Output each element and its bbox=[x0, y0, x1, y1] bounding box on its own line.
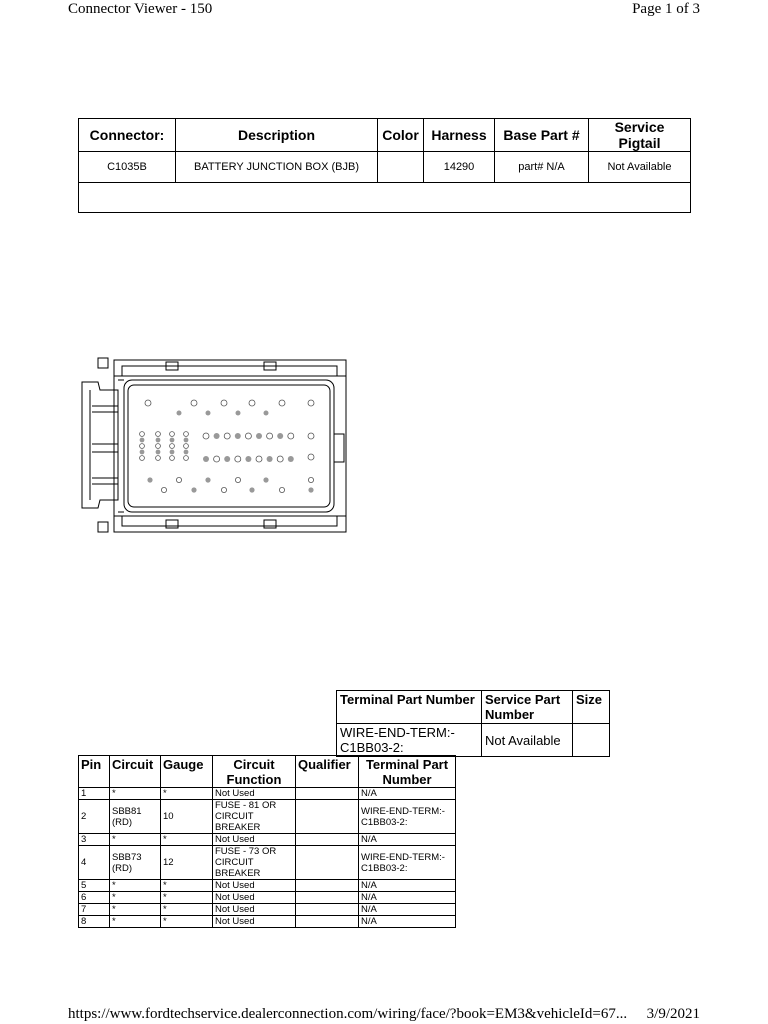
pin-cavity bbox=[235, 433, 241, 439]
col-service-part-number: Service Part Number bbox=[482, 691, 573, 724]
connector-face-diagram bbox=[78, 350, 353, 540]
function-cell: FUSE - 81 OR CIRCUIT BREAKER bbox=[213, 800, 296, 834]
table-row bbox=[79, 788, 456, 800]
col-service-pigtail: Service Pigtail bbox=[589, 119, 691, 152]
page-title: Connector Viewer - 150 bbox=[68, 1, 213, 17]
terminal-cell: N/A bbox=[359, 904, 456, 916]
terminal-cell: N/A bbox=[359, 880, 456, 892]
gauge-cell: 12 bbox=[161, 846, 213, 880]
gauge-cell: * bbox=[161, 904, 213, 916]
col-connector: Connector: bbox=[79, 119, 176, 152]
table-row bbox=[79, 904, 456, 916]
pin-cavity bbox=[214, 433, 220, 439]
pin-cavity bbox=[235, 456, 241, 462]
circuit-cell: SBB73 (RD) bbox=[110, 846, 161, 880]
circuit-cell: * bbox=[110, 904, 161, 916]
pin-cavity bbox=[140, 450, 145, 455]
pin-cavity bbox=[245, 456, 251, 462]
col-description: Description bbox=[176, 119, 378, 152]
pin-cavity bbox=[156, 456, 161, 461]
pin-cavity bbox=[288, 456, 294, 462]
pin-cavity bbox=[170, 444, 175, 449]
circuit-cell: * bbox=[110, 892, 161, 904]
pin-cavity bbox=[224, 456, 230, 462]
pin-cell: 5 bbox=[79, 880, 110, 892]
pin-cavity bbox=[176, 477, 181, 482]
pin-cavity bbox=[140, 432, 145, 437]
table-row bbox=[79, 800, 456, 834]
pin-cell: 7 bbox=[79, 904, 110, 916]
col-qualifier: Qualifier bbox=[296, 756, 359, 788]
connector-table-blank-row bbox=[79, 183, 691, 213]
col-size: Size bbox=[573, 691, 610, 724]
pin-cavity bbox=[249, 487, 254, 492]
pin-cavity bbox=[156, 450, 161, 455]
terminal-size bbox=[573, 724, 610, 757]
connector-id: C1035B bbox=[79, 152, 176, 183]
circuit-cell: * bbox=[110, 916, 161, 928]
pin-cavity bbox=[170, 450, 175, 455]
pin-cavity bbox=[264, 411, 269, 416]
pin-cavity bbox=[170, 456, 175, 461]
pin-cavity bbox=[256, 456, 262, 462]
pin-cavity bbox=[203, 433, 209, 439]
pin-cavity bbox=[177, 411, 182, 416]
qualifier-cell bbox=[296, 846, 359, 880]
service-part-number: Not Available bbox=[482, 724, 573, 757]
gauge-cell: * bbox=[161, 916, 213, 928]
terminal-part-number: WIRE-END-TERM:-C1BB03-2: bbox=[337, 724, 482, 757]
pin-cavity bbox=[277, 433, 283, 439]
page-date: 3/9/2021 bbox=[646, 1006, 700, 1022]
pin-cavity bbox=[206, 411, 211, 416]
pin-cavity bbox=[170, 438, 175, 443]
pin-cavity bbox=[308, 487, 313, 492]
pin-cavity bbox=[140, 444, 145, 449]
pin-cavity bbox=[308, 477, 313, 482]
pin-cavity bbox=[156, 444, 161, 449]
connector-table-row bbox=[79, 152, 691, 183]
pin-cavity bbox=[140, 456, 145, 461]
pin-cavity bbox=[235, 477, 240, 482]
pin-cavity bbox=[161, 487, 166, 492]
qualifier-cell bbox=[296, 788, 359, 800]
terminal-cell: WIRE-END-TERM:-C1BB03-2: bbox=[359, 846, 456, 880]
table-row bbox=[79, 892, 456, 904]
terminal-cell: N/A bbox=[359, 788, 456, 800]
function-cell: Not Used bbox=[213, 892, 296, 904]
pin-cavity bbox=[145, 400, 151, 406]
pin-cavity bbox=[184, 432, 189, 437]
pin-cell: 2 bbox=[79, 800, 110, 834]
pin-cavity bbox=[267, 456, 273, 462]
pin-cavity bbox=[288, 433, 294, 439]
function-cell: Not Used bbox=[213, 880, 296, 892]
pin-cavity bbox=[191, 400, 197, 406]
pin-cell: 4 bbox=[79, 846, 110, 880]
pin-cavity bbox=[308, 433, 314, 439]
pin-cavity bbox=[156, 438, 161, 443]
circuit-cell: * bbox=[110, 880, 161, 892]
pin-cavity bbox=[170, 432, 175, 437]
col-terminal-part-number: Terminal Part Number bbox=[359, 756, 456, 788]
circuit-cell: * bbox=[110, 788, 161, 800]
qualifier-cell bbox=[296, 904, 359, 916]
qualifier-cell bbox=[296, 834, 359, 846]
page-number: Page 1 of 3 bbox=[632, 1, 700, 17]
pin-cavity bbox=[140, 438, 145, 443]
qualifier-cell bbox=[296, 916, 359, 928]
pin-cavity bbox=[184, 438, 189, 443]
pin-cell: 6 bbox=[79, 892, 110, 904]
gauge-cell: * bbox=[161, 788, 213, 800]
pin-cell: 8 bbox=[79, 916, 110, 928]
connector-color bbox=[378, 152, 424, 183]
pin-cavity bbox=[221, 487, 226, 492]
pin-cavity bbox=[203, 456, 209, 462]
terminal-cell: N/A bbox=[359, 834, 456, 846]
function-cell: Not Used bbox=[213, 904, 296, 916]
terminal-cell: N/A bbox=[359, 916, 456, 928]
gauge-cell: 10 bbox=[161, 800, 213, 834]
pin-dots bbox=[140, 400, 314, 493]
connector-harness: 14290 bbox=[424, 152, 495, 183]
gauge-cell: * bbox=[161, 834, 213, 846]
pin-cavity bbox=[205, 477, 210, 482]
gauge-cell: * bbox=[161, 880, 213, 892]
pin-cavity bbox=[156, 432, 161, 437]
pin-cavity bbox=[256, 433, 262, 439]
col-base-part: Base Part # bbox=[495, 119, 589, 152]
blank-cell bbox=[79, 183, 691, 213]
table-row bbox=[79, 916, 456, 928]
gauge-cell: * bbox=[161, 892, 213, 904]
connector-table bbox=[78, 118, 691, 213]
col-pin: Pin bbox=[79, 756, 110, 788]
pin-cavity bbox=[267, 433, 273, 439]
pin-cavity bbox=[221, 400, 227, 406]
pin-cavity bbox=[214, 456, 220, 462]
pin-cavity bbox=[245, 433, 251, 439]
pin-table-header bbox=[79, 756, 456, 788]
terminal-cell: N/A bbox=[359, 892, 456, 904]
page-url: https://www.fordtechservice.dealerconnection.com/wiring/face/?book=EM3&vehicleId=67... bbox=[68, 1006, 628, 1022]
pin-cavity bbox=[184, 444, 189, 449]
pin-table bbox=[78, 755, 456, 928]
circuit-cell: * bbox=[110, 834, 161, 846]
pin-cavity bbox=[308, 454, 314, 460]
function-cell: Not Used bbox=[213, 834, 296, 846]
table-row bbox=[79, 834, 456, 846]
table-row bbox=[79, 846, 456, 880]
col-terminal-part-number: Terminal Part Number bbox=[337, 691, 482, 724]
col-circuit: Circuit bbox=[110, 756, 161, 788]
pin-cavity bbox=[184, 456, 189, 461]
pin-cell: 3 bbox=[79, 834, 110, 846]
connector-service-pigtail: Not Available bbox=[589, 152, 691, 183]
col-circuit-function: Circuit Function bbox=[213, 756, 296, 788]
pin-cavity bbox=[277, 456, 283, 462]
function-cell: Not Used bbox=[213, 916, 296, 928]
pin-cavity bbox=[279, 400, 285, 406]
qualifier-cell bbox=[296, 892, 359, 904]
terminal-table bbox=[336, 690, 610, 757]
terminal-table-row bbox=[337, 724, 610, 757]
pin-cavity bbox=[147, 477, 152, 482]
connector-description: BATTERY JUNCTION BOX (BJB) bbox=[176, 152, 378, 183]
connector-base-part: part# N/A bbox=[495, 152, 589, 183]
function-cell: Not Used bbox=[213, 788, 296, 800]
qualifier-cell bbox=[296, 880, 359, 892]
terminal-table-header bbox=[337, 691, 610, 724]
pin-cavity bbox=[184, 450, 189, 455]
pin-cavity bbox=[236, 411, 241, 416]
function-cell: FUSE - 73 OR CIRCUIT BREAKER bbox=[213, 846, 296, 880]
circuit-cell: SBB81 (RD) bbox=[110, 800, 161, 834]
col-gauge: Gauge bbox=[161, 756, 213, 788]
pin-cavity bbox=[308, 400, 314, 406]
terminal-cell: WIRE-END-TERM:-C1BB03-2: bbox=[359, 800, 456, 834]
col-color: Color bbox=[378, 119, 424, 152]
table-row bbox=[79, 880, 456, 892]
qualifier-cell bbox=[296, 800, 359, 834]
pin-cavity bbox=[191, 487, 196, 492]
pin-cavity bbox=[249, 400, 255, 406]
pin-cavity bbox=[263, 477, 268, 482]
pin-cell: 1 bbox=[79, 788, 110, 800]
pin-cavity bbox=[279, 487, 284, 492]
col-harness: Harness bbox=[424, 119, 495, 152]
pin-cavity bbox=[224, 433, 230, 439]
connector-table-header bbox=[79, 119, 691, 152]
